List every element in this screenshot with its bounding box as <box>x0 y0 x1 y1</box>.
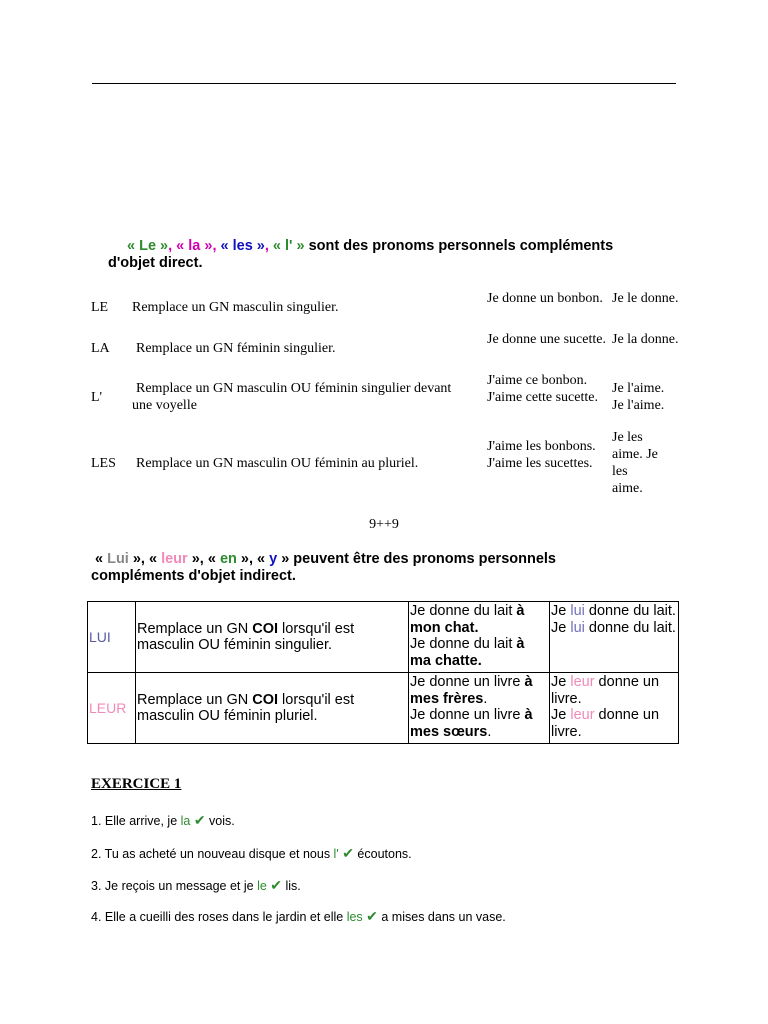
cod-heading-rest: sont des pronoms personnels compléments <box>304 238 614 254</box>
table-row <box>88 673 679 744</box>
check-icon: ✔ <box>193 812 206 828</box>
cod-desc: Remplace un GN masculin OU féminin singulier devant une voyelle <box>132 381 452 413</box>
exercise-title: EXERCICE 1 <box>91 776 182 792</box>
coi-table <box>87 601 679 744</box>
coi-result: Je lui donne du lait. Je lui donne du lait. <box>550 602 679 673</box>
cod-example: J'aime ce bonbon. J'aime cette sucette. <box>487 373 598 405</box>
cod-desc: Remplace un GN masculin OU féminin au pluriel. <box>136 456 419 471</box>
cod-code: LE <box>91 300 109 315</box>
coi-code: LUI <box>88 602 136 673</box>
coi-result: Je leur donne un livre. Je leur donne un livre. <box>550 673 679 744</box>
exercise-item: 3. Je reçois un message et je le ✔ lis. <box>91 877 301 893</box>
coi-desc: Remplace un GN COI lorsqu'il est masculin OU féminin pluriel. <box>136 673 409 744</box>
coi-heading-rest: peuvent être des pronoms personnels <box>289 551 556 567</box>
cod-result: Je le donne. <box>612 291 679 306</box>
exercise-item: 1. Elle arrive, je la ✔ vois. <box>91 812 235 828</box>
exercise-item: 2. Tu as acheté un nouveau disque et nous l' ✔ écoutons. <box>91 845 412 861</box>
cod-heading: « Le », « la », « les », « l' » sont des pronoms personnels compléments d'objet direct. <box>108 238 668 272</box>
cod-code: LES <box>91 456 116 471</box>
separator-text: 9++9 <box>369 517 399 532</box>
coi-code: LEUR <box>88 673 136 744</box>
cod-result: Je l'aime. Je l'aime. <box>612 381 665 413</box>
horizontal-rule <box>92 83 676 84</box>
cod-desc: Remplace un GN féminin singulier. <box>136 341 336 356</box>
cod-desc: Remplace un GN masculin singulier. <box>132 300 339 315</box>
check-icon: ✔ <box>270 877 283 893</box>
cod-result: Je les aime. Je les aime. <box>612 430 658 496</box>
cod-example: Je donne une sucette. <box>487 332 606 347</box>
coi-example: Je donne un livre à mes frères. Je donne un livre à mes sœurs. <box>409 673 550 744</box>
cod-code: L' <box>91 390 103 405</box>
check-icon: ✔ <box>342 845 354 861</box>
cod-example: Je donne un bonbon. <box>487 291 603 306</box>
coi-heading-line2: compléments d'objet indirect. <box>91 568 296 584</box>
check-icon: ✔ <box>366 908 378 924</box>
coi-heading: « Lui », « leur », « en », « y » peuvent être des pronoms personnels compléments d'objet indirect. <box>91 551 651 585</box>
coi-desc: Remplace un GN COI lorsqu'il est masculin OU féminin singulier. <box>136 602 409 673</box>
table-row <box>88 602 679 673</box>
exercise-item: 4. Elle a cueilli des roses dans le jardin et elle les ✔ a mises dans un vase. <box>91 908 506 924</box>
cod-example: J'aime les bonbons. J'aime les sucettes. <box>487 439 596 471</box>
cod-heading-line2: d'objet direct. <box>108 255 203 271</box>
coi-example: Je donne du lait à mon chat. Je donne du lait à ma chatte. <box>409 602 550 673</box>
cod-code: LA <box>91 341 110 356</box>
cod-result: Je la donne. <box>612 332 679 347</box>
